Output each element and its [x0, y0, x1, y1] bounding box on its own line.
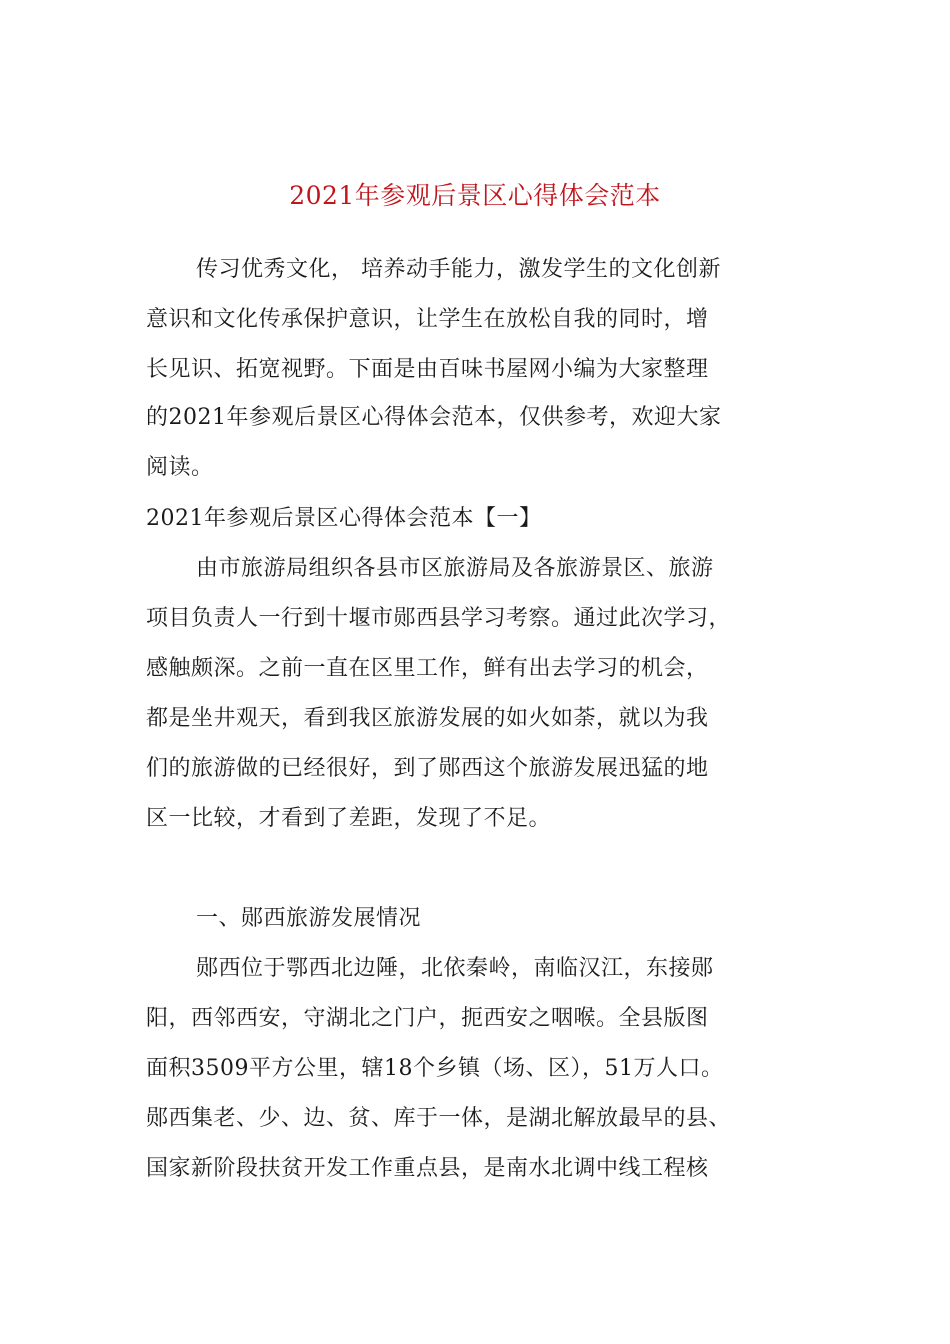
subsection-heading: 一、郧西旅游发展情况 — [196, 906, 422, 931]
paragraph-line: 长见识、拓宽视野。下面是由百味书屋网小编为大家整理 — [146, 357, 709, 382]
paragraph-line: 阳，西邻西安，守湖北之门户，扼西安之咽喉。全县版图 — [146, 1006, 709, 1031]
paragraph-line: 区一比较，才看到了差距，发现了不足。 — [146, 806, 552, 831]
paragraph-line: 国家新阶段扶贫开发工作重点县，是南水北调中线工程核 — [146, 1156, 709, 1181]
paragraph-line: 面积3509平方公里，辖18个乡镇（场、区），51万人口。 — [146, 1056, 724, 1081]
paragraph-line: 项目负责人一行到十堰市郧西县学习考察。通过此次学习， — [146, 606, 732, 631]
section-heading: 2021年参观后景区心得体会范本【一】 — [146, 506, 542, 531]
paragraph-line: 都是坐井观天，看到我区旅游发展的如火如荼，就以为我 — [146, 706, 709, 731]
paragraph-line: 感触颇深。之前一直在区里工作，鲜有出去学习的机会， — [146, 656, 709, 681]
paragraph-line: 郧西集老、少、边、贫、库于一体，是湖北解放最早的县、 — [146, 1106, 732, 1131]
paragraph-line: 们的旅游做的已经很好，到了郧西这个旅游发展迅猛的地 — [146, 756, 709, 781]
paragraph-line: 意识和文化传承保护意识，让学生在放松自我的同时，增 — [146, 307, 709, 332]
paragraph-line: 传习优秀文化， 培养动手能力，激发学生的文化创新 — [196, 257, 721, 282]
paragraph-line: 由市旅游局组织各县市区旅游局及各旅游景区、旅游 — [196, 556, 714, 581]
paragraph-line: 的2021年参观后景区心得体会范本，仅供参考，欢迎大家 — [146, 405, 722, 430]
paragraph-line: 郧西位于鄂西北边陲，北依秦岭，南临汉江，东接郧 — [196, 956, 714, 981]
document-title: 2021年参观后景区心得体会范本 — [289, 181, 661, 210]
paragraph-line: 阅读。 — [146, 455, 214, 480]
